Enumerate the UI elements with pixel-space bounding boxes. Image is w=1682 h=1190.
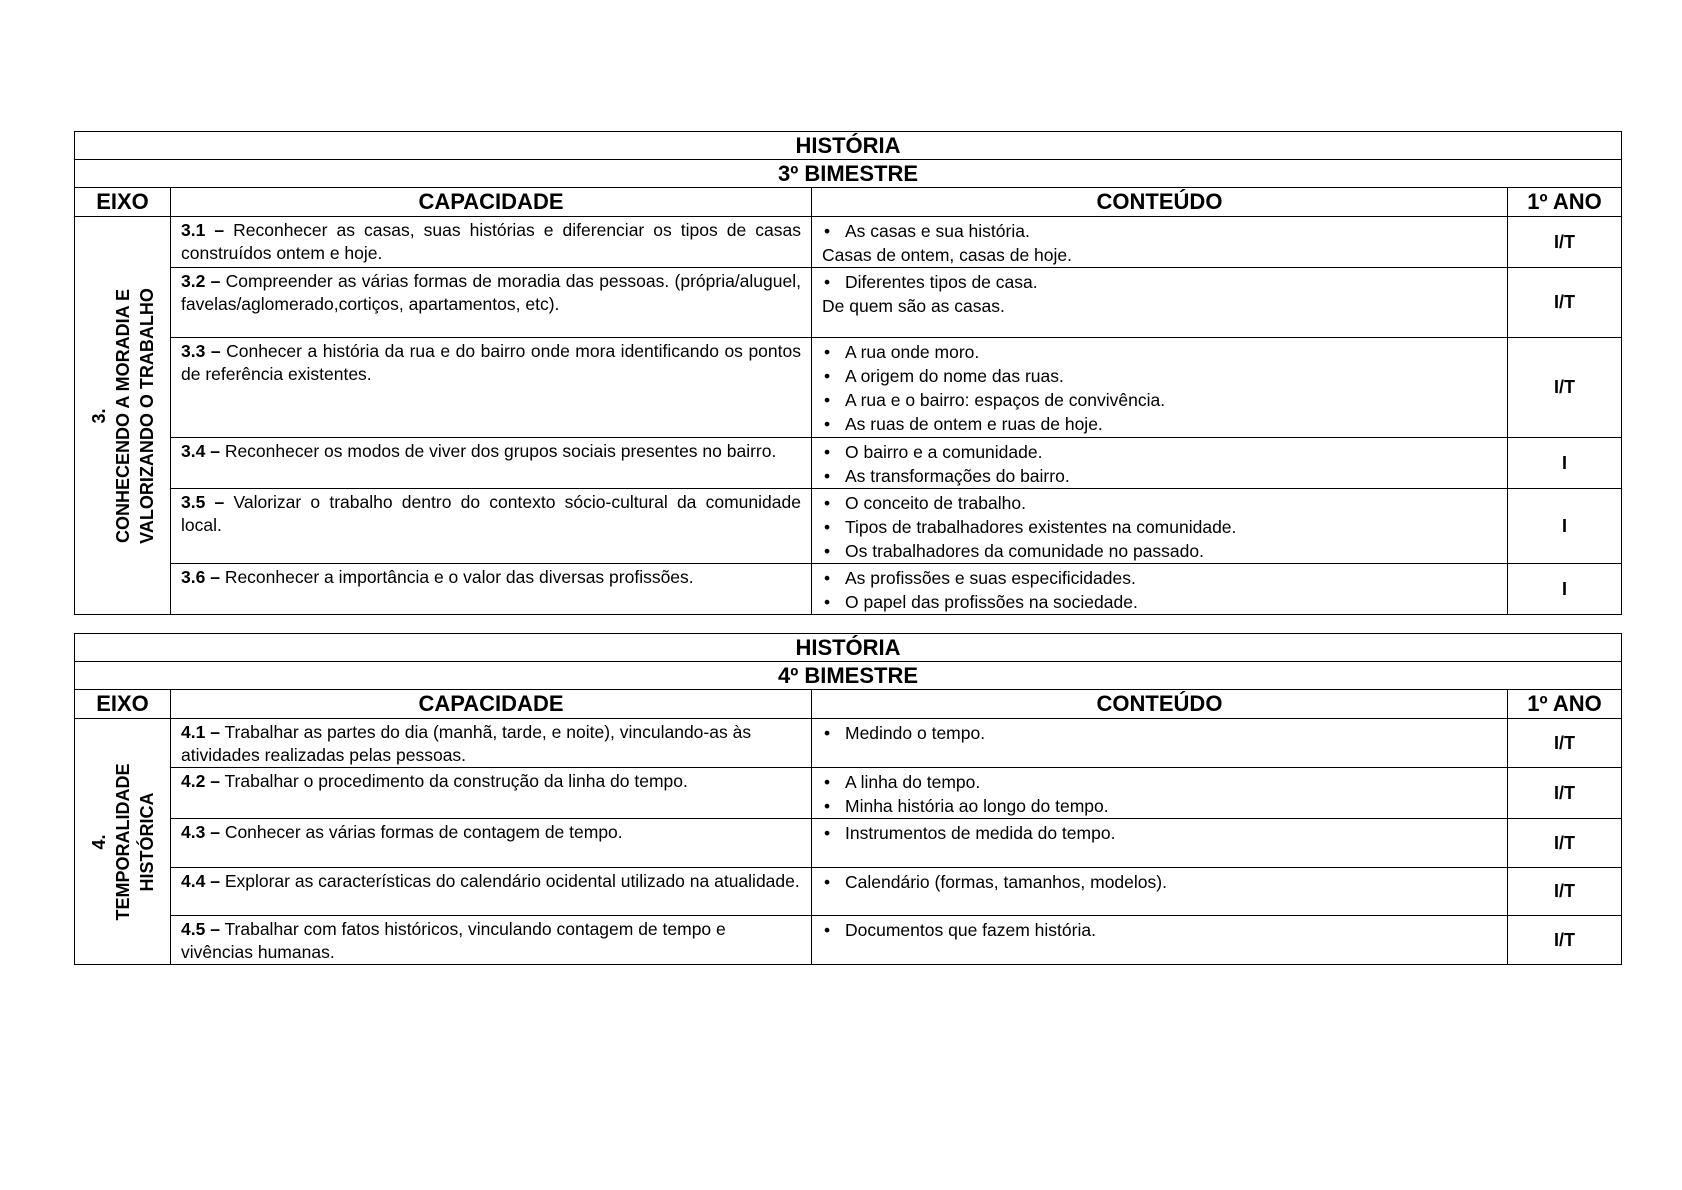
conteudo-cell: [812, 564, 1508, 615]
ano-cell: I: [1508, 438, 1622, 489]
capacidade-cell: 3.2 – Compreender as várias formas de moradia das pessoas. (própria/aluguel, favelas/aglomerado,cortiços, apartamentos, etc).: [171, 268, 812, 338]
column-header-conteudo: CONTEÚDO: [812, 188, 1508, 217]
capacidade-cell: 3.6 – Reconhecer a importância e o valor das diversas profissões.: [171, 564, 812, 615]
capacidade-cell: 4.3 – Conhecer as várias formas de contagem de tempo.: [171, 819, 812, 868]
conteudo-cell: [812, 868, 1508, 916]
eixo-label: 4. TEMPORALIDADE HISTÓRICA: [88, 763, 157, 920]
table-row: [75, 268, 1622, 338]
capacidade-cell: 3.1 – Reconhecer as casas, suas histórias e diferenciar os tipos de casas construídos ontem e hoje.: [171, 217, 812, 268]
eixo-cell: [75, 719, 171, 965]
list-item: • O papel das profissões na sociedade.: [822, 590, 1497, 614]
table-row: [75, 916, 1622, 965]
eixo-cell: [75, 217, 171, 615]
conteudo-cell: [812, 768, 1508, 819]
list-item: • Documentos que fazem história.: [822, 918, 1497, 942]
capacidade-cell: 4.2 – Trabalhar o procedimento da construção da linha do tempo.: [171, 768, 812, 819]
list-item: • Minha história ao longo do tempo.: [822, 794, 1497, 818]
conteudo-cell: [812, 819, 1508, 868]
column-header-eixo: EIXO: [75, 690, 171, 719]
table-row: [75, 338, 1622, 438]
ano-cell: I/T: [1508, 868, 1622, 916]
list-item: Casas de ontem, casas de hoje.: [822, 245, 1073, 265]
list-item: • O conceito de trabalho.: [822, 491, 1497, 515]
ano-cell: I/T: [1508, 819, 1622, 868]
list-item: • Diferentes tipos de casa.: [822, 270, 1497, 294]
capacidade-cell: 3.3 – Conhecer a história da rua e do bairro onde mora identificando os pontos de referência existentes.: [171, 338, 812, 438]
conteudo-cell: [812, 489, 1508, 564]
curriculum-table-bimestre-4: [74, 633, 1622, 965]
ano-cell: I/T: [1508, 768, 1622, 819]
ano-cell: I: [1508, 564, 1622, 615]
list-item: • As transformações do bairro.: [822, 464, 1497, 488]
ano-cell: I: [1508, 489, 1622, 564]
ano-cell: I/T: [1508, 338, 1622, 438]
ano-cell: I/T: [1508, 916, 1622, 965]
list-item: • O bairro e a comunidade.: [822, 440, 1497, 464]
conteudo-cell: [812, 338, 1508, 438]
list-item: • A origem do nome das ruas.: [822, 364, 1497, 388]
capacidade-cell: 3.4 – Reconhecer os modos de viver dos grupos sociais presentes no bairro.: [171, 438, 812, 489]
list-item: • As ruas de ontem e ruas de hoje.: [822, 412, 1497, 436]
table-subtitle: 4º BIMESTRE: [75, 662, 1622, 690]
table-row: [75, 819, 1622, 868]
ano-cell: I/T: [1508, 719, 1622, 768]
column-header-ano: 1º ANO: [1508, 188, 1622, 217]
ano-cell: I/T: [1508, 268, 1622, 338]
list-item: • Tipos de trabalhadores existentes na comunidade.: [822, 515, 1497, 539]
list-item: De quem são as casas.: [822, 296, 1005, 316]
list-item: • Instrumentos de medida do tempo.: [822, 821, 1497, 845]
capacidade-cell: 4.1 – Trabalhar as partes do dia (manhã, tarde, e noite), vinculando-as às atividades realizadas pelas pessoas.: [171, 719, 812, 768]
conteudo-cell: [812, 438, 1508, 489]
list-item: • As profissões e suas especificidades.: [822, 566, 1497, 590]
conteudo-cell: [812, 217, 1508, 268]
table-title: HISTÓRIA: [75, 634, 1622, 662]
capacidade-cell: 4.4 – Explorar as características do calendário ocidental utilizado na atualidade.: [171, 868, 812, 916]
conteudo-cell: [812, 719, 1508, 768]
column-header-conteudo: CONTEÚDO: [812, 690, 1508, 719]
table-row: [75, 868, 1622, 916]
ano-cell: I/T: [1508, 217, 1622, 268]
table-row: [75, 719, 1622, 768]
table-row: [75, 564, 1622, 615]
eixo-label: 3. CONHECENDO A MORADIA E VALORIZANDO O TRABALHO: [88, 287, 157, 544]
table-row: [75, 768, 1622, 819]
conteudo-cell: [812, 268, 1508, 338]
capacidade-cell: 3.5 – Valorizar o trabalho dentro do contexto sócio-cultural da comunidade local.: [171, 489, 812, 564]
table-row: [75, 217, 1622, 268]
list-item: • A rua onde moro.: [822, 340, 1497, 364]
table-subtitle: 3º BIMESTRE: [75, 160, 1622, 188]
list-item: • A linha do tempo.: [822, 770, 1497, 794]
list-item: • A rua e o bairro: espaços de convivência.: [822, 388, 1497, 412]
table-title: HISTÓRIA: [75, 132, 1622, 160]
column-header-capacidade: CAPACIDADE: [171, 690, 812, 719]
capacidade-cell: 4.5 – Trabalhar com fatos históricos, vinculando contagem de tempo e vivências humanas.: [171, 916, 812, 965]
table-row: [75, 489, 1622, 564]
table-row: [75, 438, 1622, 489]
column-header-ano: 1º ANO: [1508, 690, 1622, 719]
curriculum-table-bimestre-3: [74, 131, 1622, 615]
column-header-capacidade: CAPACIDADE: [171, 188, 812, 217]
list-item: • Medindo o tempo.: [822, 721, 1497, 745]
list-item: • Calendário (formas, tamanhos, modelos).: [822, 870, 1497, 894]
list-item: • As casas e sua história.: [822, 219, 1497, 243]
column-header-eixo: EIXO: [75, 188, 171, 217]
conteudo-cell: [812, 916, 1508, 965]
list-item: • Os trabalhadores da comunidade no passado.: [822, 539, 1497, 563]
